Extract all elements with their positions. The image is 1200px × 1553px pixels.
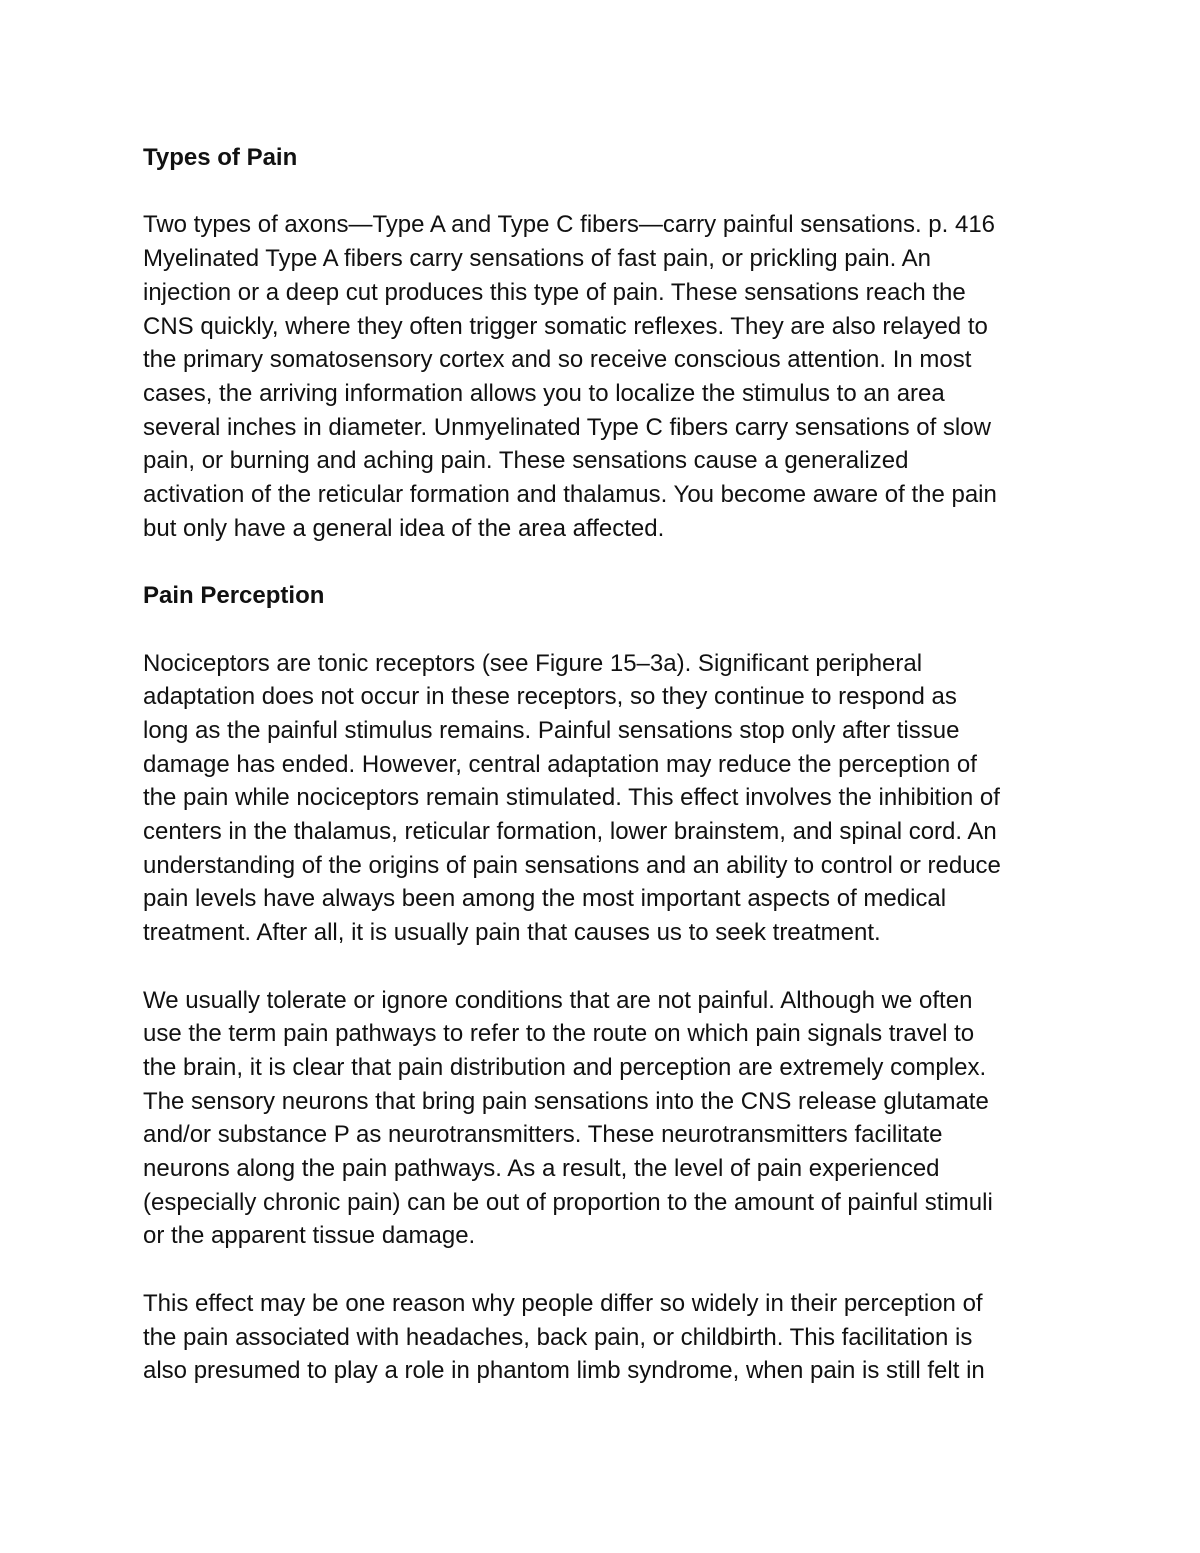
text-line: Two types of axons—Type A and Type C fibers—carry painful sensations. p. 416 (143, 211, 996, 239)
text-line: but only have a general idea of the area affected. (143, 514, 665, 542)
text-line: injection or a deep cut produces this type of pain. These sensations reach the (143, 278, 966, 306)
text-line: activation of the reticular formation and thalamus. You become aware of the pain (143, 481, 997, 509)
text-line: We usually tolerate or ignore conditions that are not painful. Although we often (143, 986, 973, 1014)
text-line: The sensory neurons that bring pain sensations into the CNS release glutamate (143, 1087, 989, 1115)
text-line: adaptation does not occur in these receptors, so they continue to respond as (143, 683, 957, 711)
text-line: the pain associated with headaches, back pain, or childbirth. This facilitation is (143, 1323, 973, 1351)
document-body (143, 141, 1063, 1422)
text-line: Nociceptors are tonic receptors (see Figure 15–3a). Significant peripheral (143, 649, 923, 677)
section-heading: Pain Perception (143, 582, 325, 610)
text-line: centers in the thalamus, reticular formation, lower brainstem, and spinal cord. An (143, 818, 997, 846)
text-line: neurons along the pain pathways. As a result, the level of pain experienced (143, 1155, 940, 1183)
text-line: and/or substance P as neurotransmitters. These neurotransmitters facilitate (143, 1121, 943, 1149)
text-line: long as the painful stimulus remains. Painful sensations stop only after tissue (143, 716, 960, 744)
text-line: cases, the arriving information allows you to localize the stimulus to an area (143, 379, 945, 407)
text-line: pain levels have always been among the most important aspects of medical (143, 885, 947, 913)
text-line: the brain, it is clear that pain distribution and perception are extremely complex. (143, 1053, 987, 1081)
text-line: understanding of the origins of pain sensations and an ability to control or reduce (143, 851, 1001, 879)
paragraph (143, 984, 1063, 1254)
paragraph (143, 1287, 1063, 1388)
text-line: the primary somatosensory cortex and so receive conscious attention. In most (143, 346, 972, 374)
text-line: damage has ended. However, central adaptation may reduce the perception of (143, 750, 977, 778)
text-line: several inches in diameter. Unmyelinated Type C fibers carry sensations of slow (143, 413, 991, 441)
paragraph (143, 647, 1063, 950)
text-line: use the term pain pathways to refer to the route on which pain signals travel to (143, 1020, 975, 1048)
text-line: (especially chronic pain) can be out of proportion to the amount of painful stimuli (143, 1188, 993, 1216)
text-line: or the apparent tissue damage. (143, 1222, 476, 1250)
text-line: CNS quickly, where they often trigger somatic reflexes. They are also relayed to (143, 312, 988, 340)
text-line: treatment. After all, it is usually pain that causes us to seek treatment. (143, 919, 881, 947)
section-heading: Types of Pain (143, 144, 298, 171)
paragraph (143, 208, 1063, 545)
text-line: pain, or burning and aching pain. These sensations cause a generalized (143, 447, 909, 475)
text-line: Myelinated Type A fibers carry sensations of fast pain, or prickling pain. An (143, 245, 931, 273)
text-line: This effect may be one reason why people differ so widely in their perception of (143, 1289, 983, 1317)
text-line: also presumed to play a role in phantom limb syndrome, when pain is still felt in (143, 1357, 985, 1385)
text-line: the pain while nociceptors remain stimulated. This effect involves the inhibition of (143, 784, 1000, 812)
